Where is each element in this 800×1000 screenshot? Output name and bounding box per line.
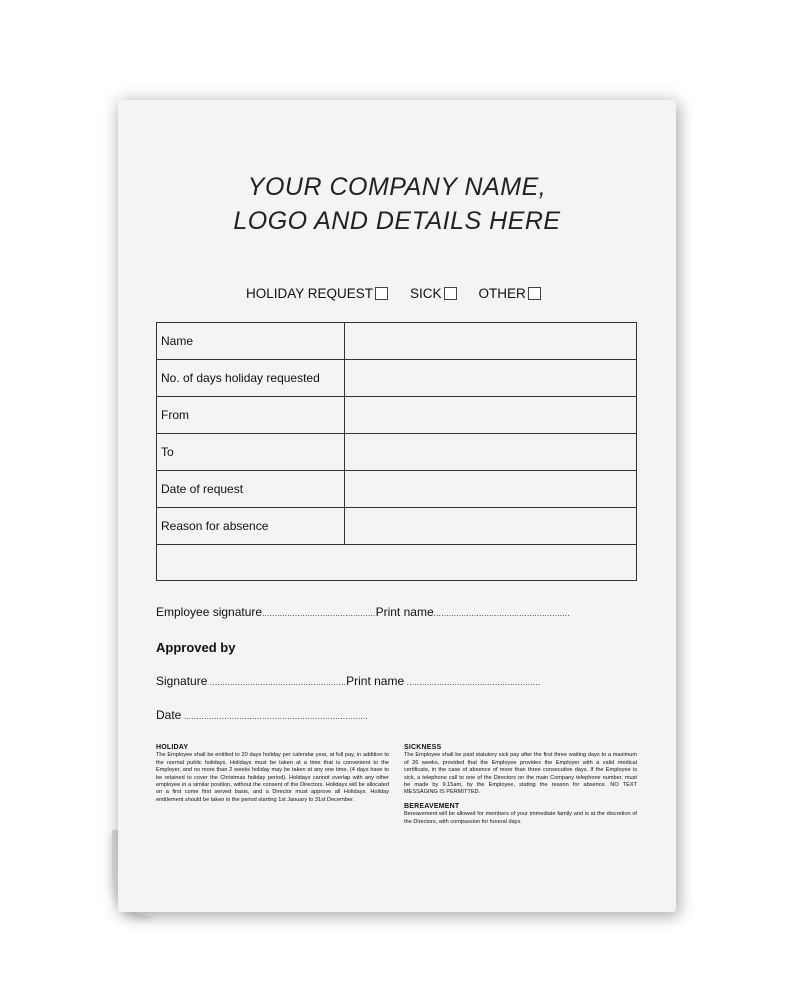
to-label: To [157,434,345,471]
print-name-field[interactable]: ...................................................... [433,609,570,618]
date-of-request-label: Date of request [157,471,345,508]
approver-print-name-field[interactable]: ..................................................... [404,678,541,687]
date-label: Date [156,708,182,722]
sickness-policy-text: The Employee shall be paid statutory sick pay after the first three waiting days to a maximum of 26 weeks, provided that the Employee provides the Employer with a valid medical certificate, in the case of absence of more than three consecutive days. If the Employee is sick, a telephone call to one of the Directors on the main Company telephone number, must be made by 9.15am, by the Employee, stating the reason for absence. NO TEXT MESSAGING IS PERMITTED. [404,752,637,796]
from-field[interactable] [345,397,637,434]
option-label: HOLIDAY REQUEST [246,286,374,301]
holiday-policy [156,744,389,810]
table-row [157,508,637,545]
company-details-line: LOGO AND DETAILS HERE [233,207,561,235]
table-row [157,397,637,434]
reason-field[interactable] [345,508,637,545]
company-name-line: YOUR COMPANY NAME, [247,173,547,201]
reason-continuation-field[interactable] [157,545,637,581]
table-row [157,471,637,508]
holiday-policy-title: HOLIDAY [156,744,189,751]
other-checkbox[interactable] [528,287,541,300]
date-field[interactable]: ......................................................................... [181,712,369,721]
name-label: Name [157,323,345,360]
employee-signature-label: Employee signature [156,605,263,619]
date-line [156,708,368,722]
sickness-policy [404,744,637,832]
option-sick[interactable] [410,286,457,301]
holiday-request-checkbox[interactable] [375,287,388,300]
signature-field[interactable]: ...................................................... [207,678,347,687]
option-holiday-request[interactable] [246,286,388,301]
table-row [157,360,637,397]
name-field[interactable] [345,323,637,360]
to-field[interactable] [345,434,637,471]
option-other[interactable] [479,286,541,301]
request-details-table [156,322,637,581]
days-requested-label: No. of days holiday requested [157,360,345,397]
company-header [118,170,676,238]
request-type-options [246,286,563,301]
days-requested-field[interactable] [345,360,637,397]
option-label: SICK [410,286,442,301]
print-name-label: Print name [375,605,434,619]
approver-signature-line [156,674,540,688]
holiday-policy-text: The Employee shall be entitled to 20 days holiday per calendar year, at full pay, in addition to the normal public holidays. Holidays must be taken at a time that is convenient to the Employer, and no more than 2 weeks holiday may be taken at any one time. (4 days have to be retained to cover the Christmas holiday period). Holidays cannot overlap with any other employee in a similar position, without the consent of the Directors. Holidays will be allocated on a first come first served basis, and a Director must approve all Holidays. Holiday entitlement should be taken in the period starting 1st January to 31st December. [156,752,389,803]
date-of-request-field[interactable] [345,471,637,508]
sick-checkbox[interactable] [444,287,457,300]
option-label: OTHER [478,286,526,301]
signature-label: Signature [156,674,208,688]
from-label: From [157,397,345,434]
print-name-label: Print name [346,674,405,688]
table-row [157,545,637,581]
approved-by-heading: Approved by [156,640,236,655]
employee-signature-line [156,605,570,619]
table-row [157,323,637,360]
bereavement-policy-text: Bereavement will be allowed for members of your immediate family and is at the discretion of the Directors, with compassion for funeral days. [404,811,637,825]
bereavement-policy-title: BEREAVEMENT [404,802,460,810]
sickness-policy-title: SICKNESS [404,744,442,751]
reason-label: Reason for absence [157,508,345,545]
table-row [157,434,637,471]
employee-signature-field[interactable]: ............................................. [262,609,376,618]
